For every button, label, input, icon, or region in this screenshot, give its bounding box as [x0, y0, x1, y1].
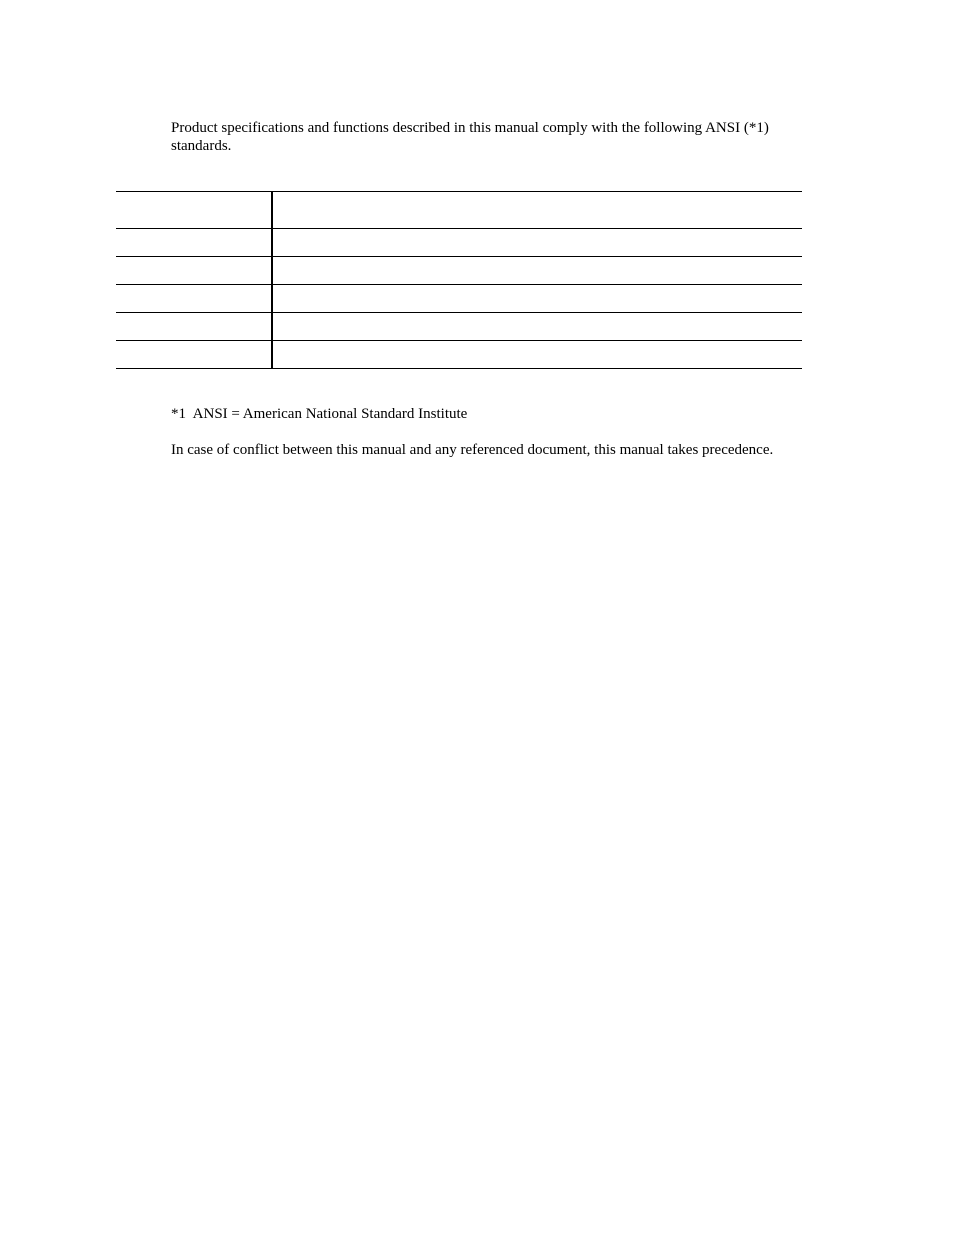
table-cell [272, 313, 802, 341]
table-cell [272, 257, 802, 285]
table-cell [116, 257, 272, 285]
precedence-statement: In case of conflict between this manual and any referenced document, this manual takes precedence. [171, 442, 774, 458]
ansi-footnote: *1 ANSI = American National Standard Institute [171, 406, 468, 422]
table-header-row [116, 192, 802, 229]
table-row [116, 257, 802, 285]
table-cell [116, 313, 272, 341]
table-cell [116, 341, 272, 369]
table-cell [272, 341, 802, 369]
table-row [116, 229, 802, 257]
table-cell [272, 285, 802, 313]
table-row [116, 341, 802, 369]
standards-table [116, 191, 802, 369]
table-cell [272, 229, 802, 257]
table-cell [116, 285, 272, 313]
table-row [116, 285, 802, 313]
table-header-cell [272, 192, 802, 229]
table-row [116, 313, 802, 341]
table-cell [116, 229, 272, 257]
table-header-cell [116, 192, 272, 229]
intro-paragraph: Product specifications and functions described in this manual comply with the following ANSI (*1) standards. [171, 120, 769, 154]
